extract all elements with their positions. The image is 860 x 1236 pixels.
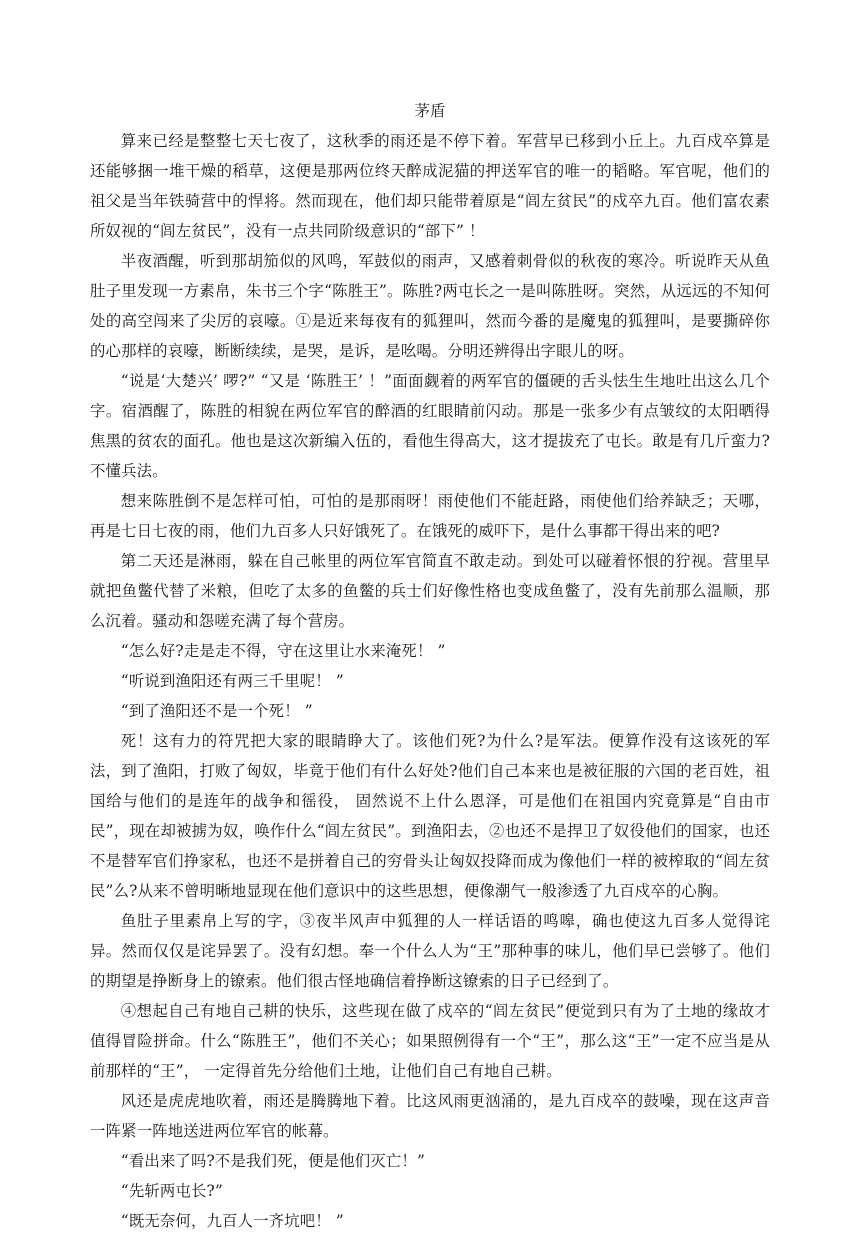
paragraph: 鱼肚子里素帛上写的字，③夜半风声中狐狸的人一样话语的鸣嗥，确也使这九百多人觉得诧异。然而仅仅是诧异罢了。没有幻想。奉一个什么人为“王”那种事的味儿，他们早已尝够了。他们的期望是挣断身上的镣索。他们很古怪地确信着挣断这镣索的日子已经到了。 xyxy=(90,912,770,990)
paragraph: 想来陈胜倒不是怎样可怕，可怕的是那雨呀！雨使他们不能赶路，雨使他们给养缺乏；天哪，再是七日七夜的雨，他们九百多人只好饿死了。在饿死的威吓下，是什么事都干得出来的吧? xyxy=(90,492,770,540)
paragraph: ④想起自己有地自己耕的快乐，这些现在做了戍卒的“闾左贫民”便觉到只有为了土地的缘故才值得冒险拼命。什么“陈胜王”，他们不关心；如果照例得有一个“王”，那么这“王”一定不应当是从前那样的“王”， 一定得首先分给他们土地，让他们自己有地自己耕。 xyxy=(90,1002,770,1080)
dialogue-line: “怎么好?走是走不得，守在这里让水来淹死！ ” xyxy=(120,642,446,660)
paragraph: 死！这有力的符咒把大家的眼睛睁大了。该他们死?为什么?是军法。便算作没有这该死的军法，到了渔阳，打败了匈奴，毕竟于他们有什么好处?他们自己本来也是被征服的六国的老百姓，祖国给与他们的是连年的战争和徭役， 固然说不上什么恩泽，可是他们在祖国内究竟算是“自由市民”，现在却被掳为奴，唤作什么“闾左贫民”。到渔阳去，②也还不是捍卫了奴役他们的国家，也还不是替军官们挣家私，也还不是拼着自己的穷骨头让匈奴投降而成为像他们一样的被榨取的“闾左贫民”么?从来不曾明晰地显现在他们意识中的这些思想，便像潮气一般渗透了九百戍卒的心胸。 xyxy=(90,732,770,900)
dialogue-line: “到了渔阳还不是一个死！ ” xyxy=(120,702,313,720)
dialogue-line: “既无奈何，九百人一齐坑吧！ ” xyxy=(120,1212,344,1230)
paragraph: 第二天还是淋雨，躲在自己帐里的两位军官简直不敢走动。到处可以碰着怀恨的狞视。营里早就把鱼鳖代替了米粮，但吃了太多的鱼鳖的兵士们好像性格也变成鱼鳖了，没有先前那么温顺，那么沉着。骚动和怨嗟充满了每个营房。 xyxy=(90,552,770,630)
paragraph: 半夜酒醒，听到那胡笳似的风鸣，军鼓似的雨声，又感着刺骨似的秋夜的寒冷。听说昨天从鱼肚子里发现一方素帛，朱书三个字“陈胜王”。陈胜?两屯长之一是叫陈胜呀。突然，从远远的不知何处的高空闯来了尖厉的哀嚎。①是近来每夜有的狐狸叫，然而今番的是魔鬼的狐狸叫，是要撕碎你的心那样的哀嚎，断断续续，是哭，是诉，是吆喝。分明还辨得出字眼儿的呀。 xyxy=(90,252,770,360)
dialogue-line: “先斩两屯长?” xyxy=(120,1182,223,1200)
dialogue-line: “看出来了吗?不是我们死，便是他们灭亡！” xyxy=(120,1152,425,1170)
paragraph: 算来已经是整整七天七夜了，这秋季的雨还是不停下着。军营早已移到小丘上。九百戍卒算是还能够捆一堆干燥的稻草，这便是那两位终天醉成泥猫的押送军官的唯一的韬略。军官呢，他们的祖父是当年铁骑营中的悍将。然而现在，他们却只能带着原是“闾左贫民”的戍卒九百。他们富农素所奴视的“闾左贫民”，没有一点共同阶级意识的“部下” ！ xyxy=(90,132,770,240)
document-page xyxy=(90,96,770,1236)
document-title: 茅盾 xyxy=(414,102,446,120)
dialogue-line: “听说到渔阳还有两三千里呢！ ” xyxy=(120,672,344,690)
paragraph: 风还是虎虎地吹着，雨还是腾腾地下着。比这风雨更汹涌的，是九百戍卒的鼓噪，现在这声音一阵紧一阵地送进两位军官的帐幕。 xyxy=(90,1092,770,1140)
paragraph: “说是‘大楚兴’ 啰?” “又是 ‘陈胜王’ ！”面面觑着的两军官的僵硬的舌头怯生生地吐出这么几个字。宿酒醒了，陈胜的相貌在两位军官的醉酒的红眼睛前闪动。那是一张多少有点皱纹的太阳晒得焦黑的贫农的面孔。他也是这次新编入伍的，看他生得高大，这才提拔充了屯长。敢是有几斤蛮力?不懂兵法。 xyxy=(90,372,770,480)
